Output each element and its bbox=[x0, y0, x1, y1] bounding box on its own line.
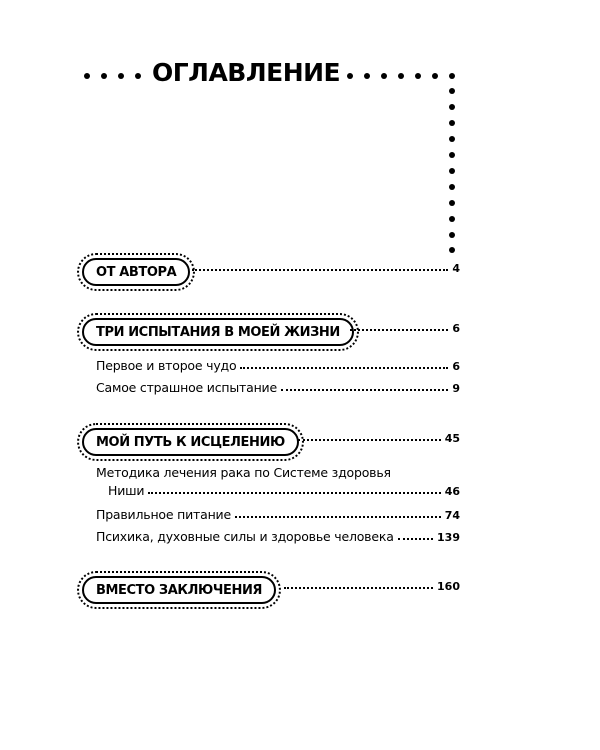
page-number: 46 bbox=[444, 485, 460, 498]
dot-leader bbox=[192, 269, 448, 271]
dot-leader bbox=[398, 538, 433, 540]
section-heading: ОТ АВТОРА bbox=[82, 258, 190, 286]
toc-item-text: Самое страшное испытание bbox=[96, 380, 277, 395]
toc-item-text-cont: Ниши bbox=[108, 483, 145, 498]
page-number: 139 bbox=[437, 531, 460, 544]
section-heading: ВМЕСТО ЗАКЛЮЧЕНИЯ bbox=[82, 576, 276, 604]
dot-leader bbox=[240, 367, 448, 369]
toc-item-text: Первое и второе чудо bbox=[96, 358, 237, 373]
toc-item-text: Правильное питание bbox=[96, 507, 231, 522]
toc-item bbox=[108, 483, 460, 498]
toc-item-text: Методика лечения рака по Системе здоровья bbox=[96, 465, 391, 480]
section-leader bbox=[188, 262, 460, 275]
page-number: 160 bbox=[437, 580, 460, 593]
dot-leader bbox=[281, 389, 448, 391]
toc-item bbox=[96, 380, 460, 395]
section-leader bbox=[280, 580, 460, 593]
section-leader bbox=[294, 432, 460, 445]
dot-leader bbox=[148, 492, 440, 494]
page-number: 6 bbox=[452, 360, 460, 373]
toc-item bbox=[96, 358, 460, 373]
dot-leader bbox=[298, 439, 441, 441]
page-number: 4 bbox=[452, 262, 460, 275]
page-number: 45 bbox=[444, 432, 460, 445]
section-heading: ТРИ ИСПЫТАНИЯ В МОЕЙ ЖИЗНИ bbox=[82, 318, 354, 346]
page-number: 9 bbox=[452, 382, 460, 395]
page-title: ОГЛАВЛЕНИЕ bbox=[152, 58, 341, 87]
section-leader bbox=[346, 322, 460, 335]
toc-item-text: Психика, духовные силы и здоровье человека bbox=[96, 529, 394, 544]
toc-item bbox=[96, 529, 460, 544]
dot-leader bbox=[350, 329, 448, 331]
dot-leader bbox=[235, 516, 441, 518]
page-number: 6 bbox=[452, 322, 460, 335]
dot-leader bbox=[284, 587, 433, 589]
section-heading: МОЙ ПУТЬ К ИСЦЕЛЕНИЮ bbox=[82, 428, 299, 456]
page-number: 74 bbox=[444, 509, 460, 522]
toc-item bbox=[96, 507, 460, 522]
